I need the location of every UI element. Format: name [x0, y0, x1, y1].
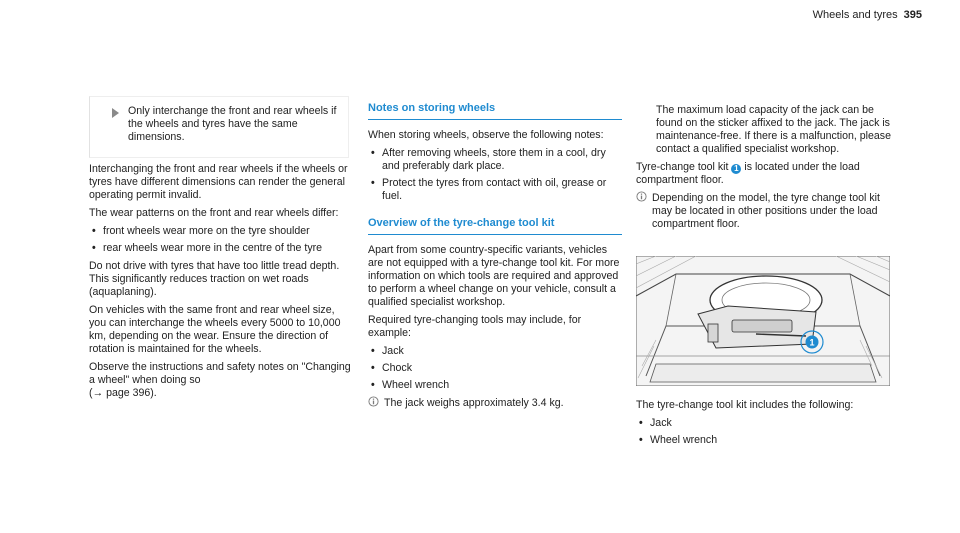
paragraph: On vehicles with the same front and rear wheel size, you can interchange the wheels every 5000 to 10,000 km, depending on the wear. Ensure the direction of rotation is maintained for the wheels.	[89, 304, 341, 355]
note-text: Only interchange the front and rear wheels if the wheels and tyres have the same dimensions.	[128, 105, 337, 143]
paragraph: Required tyre-changing tools may include, for example:	[368, 314, 582, 339]
page-reference-link[interactable]: (→ page 396).	[89, 387, 157, 399]
section-heading: Overview of the tyre-change tool kit	[368, 217, 555, 229]
list-item: • After removing wheels, store them in a cool, dry and preferably dark place.	[371, 147, 606, 172]
callout-number: 1	[809, 337, 815, 348]
column-2	[368, 102, 622, 415]
column-3-lower	[636, 399, 892, 452]
bullet-list	[89, 225, 351, 255]
info-icon	[636, 191, 647, 202]
column-3	[636, 104, 892, 236]
info-icon	[368, 396, 379, 407]
callout-number-badge: 1	[731, 164, 741, 174]
tool-kit-photo	[636, 256, 890, 386]
section-heading: Notes on storing wheels	[368, 102, 496, 114]
bullet-list	[368, 345, 622, 392]
list-item: • rear wheels wear more in the centre of the tyre	[92, 242, 323, 254]
list-item: • Wheel wrench	[371, 379, 450, 391]
running-header	[813, 9, 922, 22]
list-item: • Protect the tyres from contact with oil, grease or fuel.	[371, 177, 607, 202]
bullet-list	[368, 147, 622, 203]
info-text: The jack weighs approximately 3.4 kg.	[384, 397, 564, 409]
list-item: • Chock	[371, 362, 413, 374]
paragraph: The tyre-change tool kit includes the following:	[636, 399, 854, 411]
paragraph: Apart from some country-specific variants, vehicles are not equipped with a tyre-change tool kit. For more information on which tools are required and approved to perform a wheel change on your vehicle, consult a qualified specialist workshop.	[368, 244, 620, 308]
paragraph: When storing wheels, observe the following notes:	[368, 129, 604, 141]
list-item: • Jack	[639, 417, 672, 429]
paragraph: Interchanging the front and rear wheels if the wheels or tyres have different dimensions can render the general operating permit invalid.	[89, 163, 348, 201]
section-title: Wheels and tyres	[812, 9, 898, 21]
info-note	[636, 192, 892, 231]
list-item: • Jack	[371, 345, 404, 357]
triangle-note-icon	[112, 108, 119, 118]
bullet-list	[636, 417, 892, 447]
paragraph: Do not drive with tyres that have too little tread depth. This significantly reduces traction on wet roads (aquaplaning).	[89, 260, 340, 298]
paragraph: Tyre-change tool kit 1 is located under the load compartment floor.	[636, 161, 860, 186]
paragraph: Observe the instructions and safety notes on "Changing a wheel" when doing so	[89, 361, 351, 386]
info-text: Depending on the model, the tyre change tool kit may be located in other positions under the load compartment floor.	[652, 192, 880, 230]
column-1	[89, 163, 351, 405]
paragraph: The maximum load capacity of the jack can be found on the sticker affixed to the jack. The jack is maintenance-free. If there is a malfunction, please contact a qualified specialist workshop.	[656, 104, 891, 155]
list-item: • front wheels wear more on the tyre shoulder	[92, 225, 310, 237]
paragraph: The wear patterns on the front and rear wheels differ:	[89, 207, 339, 219]
list-item: • Wheel wrench	[639, 434, 718, 446]
page-number: 395	[903, 9, 922, 21]
note-box	[89, 96, 349, 158]
info-note	[368, 397, 622, 410]
